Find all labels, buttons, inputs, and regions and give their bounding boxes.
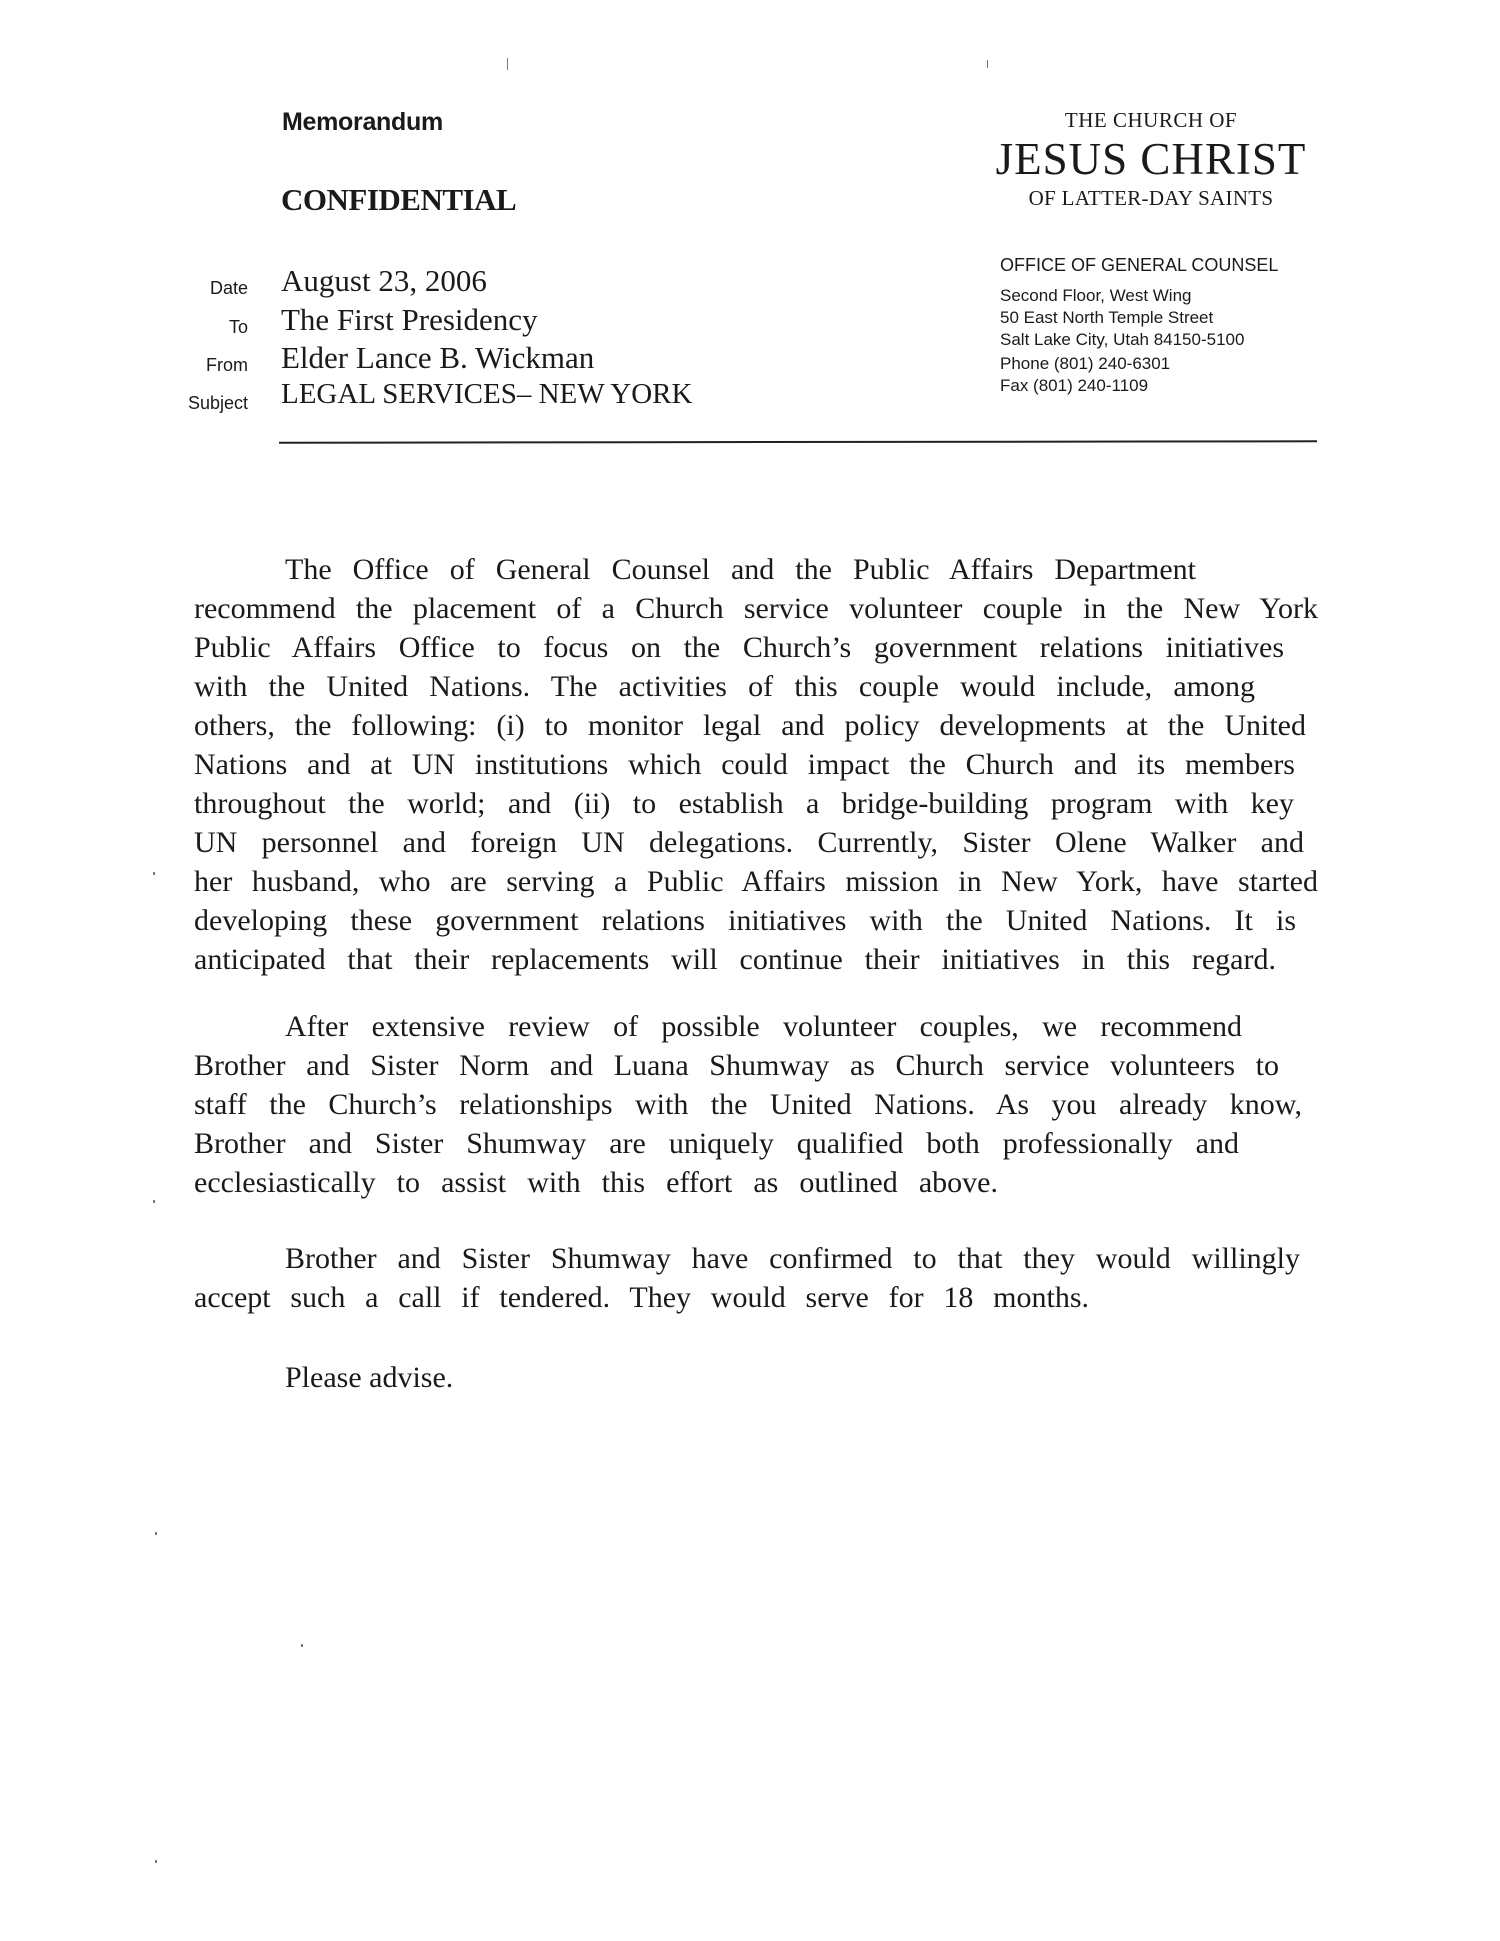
header-divider [279, 440, 1317, 443]
text-line: ecclesiastically to assist with this effort as outlined above. [194, 1166, 998, 1199]
scan-speck [987, 60, 988, 68]
text-line: Brother and Sister Shumway have confirmed to that they would willingly [285, 1242, 1300, 1275]
address-line: Salt Lake City, Utah 84150-5100 [1000, 330, 1245, 349]
body-paragraph-3 [194, 1239, 1300, 1317]
logo-line-3: OF LATTER-DAY SAINTS [1028, 186, 1274, 210]
date-label: Date [209, 278, 248, 298]
body-paragraph-1 [194, 550, 1318, 979]
text-line: Brother and Sister Norm and Luana Shumway as Church service volunteers to [194, 1049, 1279, 1082]
text-line: The Office of General Counsel and the Public Affairs Department [285, 553, 1196, 586]
phone-line: Phone (801) 240-6301 [1000, 354, 1171, 373]
body-paragraph-2 [194, 1007, 1302, 1202]
to-value: The First Presidency [281, 302, 538, 337]
text-line: accept such a call if tendered. They would serve for 18 months. [194, 1281, 1089, 1314]
text-line: After extensive review of possible volunteer couples, we recommend [285, 1010, 1242, 1043]
scan-speck [153, 872, 155, 875]
text-line: developing these government relations initiatives with the United Nations. It is [194, 904, 1296, 937]
text-line: Nations and at UN institutions which could impact the Church and its members [194, 748, 1295, 781]
fax-line: Fax (801) 240-1109 [1000, 376, 1149, 395]
office-title: OFFICE OF GENERAL COUNSEL [1000, 255, 1279, 275]
to-label: To [228, 317, 248, 337]
subject-value: LEGAL SERVICES– NEW YORK [281, 378, 693, 410]
text-line: Public Affairs Office to focus on the Church’s government relations initiatives [194, 631, 1284, 664]
scan-speck [153, 1200, 155, 1203]
confidential-label: CONFIDENTIAL [281, 182, 517, 217]
text-line: staff the Church’s relationships with the United Nations. As you already know, [194, 1088, 1302, 1121]
memo-type-label: Memorandum [282, 108, 443, 136]
logo-line-2: JESUS CHRIST [995, 134, 1307, 184]
scan-speck [507, 58, 508, 70]
text-line: recommend the placement of a Church service volunteer couple in the New York [194, 592, 1318, 625]
scan-speck [301, 1644, 303, 1647]
text-line: throughout the world; and (ii) to establish a bridge-building program with key [194, 787, 1294, 820]
address-line: 50 East North Temple Street [1000, 308, 1214, 327]
from-label: From [206, 355, 248, 375]
text-line: UN personnel and foreign UN delegations. Currently, Sister Olene Walker and [194, 826, 1304, 859]
text-line: others, the following: (i) to monitor legal and policy developments at the United [194, 709, 1306, 742]
scan-speck [155, 1532, 157, 1535]
text-line: anticipated that their replacements will continue their initiatives in this regard. [194, 943, 1276, 976]
subject-label: Subject [187, 393, 248, 413]
address-line: Second Floor, West Wing [1000, 286, 1192, 305]
scan-speck [155, 1860, 157, 1863]
logo-line-1: THE CHURCH OF [1064, 108, 1238, 132]
closing-paragraph [194, 1358, 453, 1397]
text-line: her husband, who are serving a Public Affairs mission in New York, have started [194, 865, 1318, 898]
text-line: with the United Nations. The activities of this couple would include, among [194, 670, 1255, 703]
date-value: August 23, 2006 [281, 263, 487, 298]
from-value: Elder Lance B. Wickman [281, 340, 595, 375]
text-line: Brother and Sister Shumway are uniquely qualified both professionally and [194, 1127, 1239, 1160]
closing-line: Please advise. [285, 1361, 454, 1394]
